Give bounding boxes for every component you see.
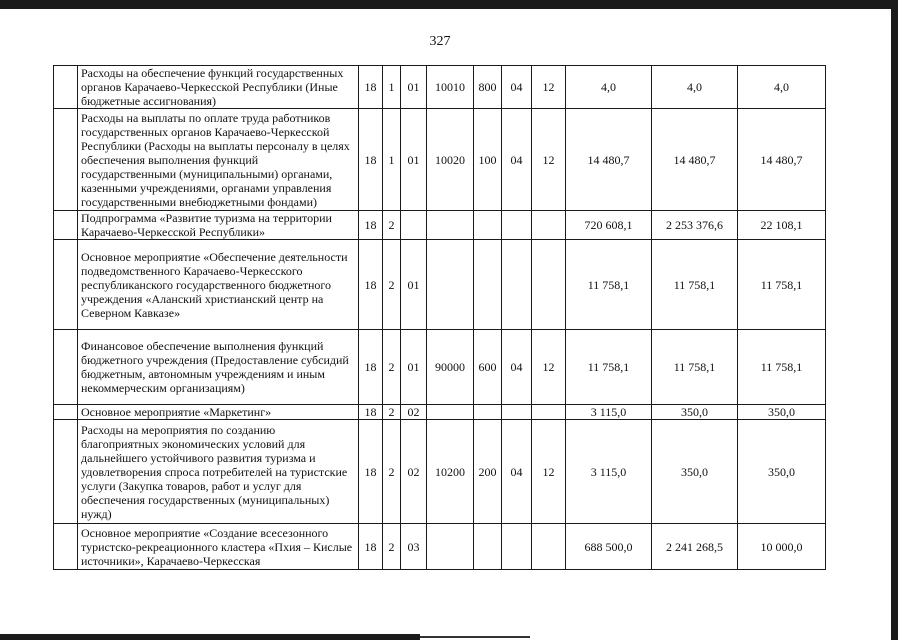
amount-year-2: 2 241 268,5: [652, 524, 738, 570]
expense-type-code: 200: [474, 420, 502, 524]
amount-year-2: 14 480,7: [652, 109, 738, 211]
subprogram-code: 1: [383, 66, 401, 109]
amount-year-2: 350,0: [652, 405, 738, 420]
expense-type-code: [474, 240, 502, 330]
direction-code: 10200: [427, 420, 474, 524]
chapter-code: [502, 211, 532, 240]
row-margin-cell: [54, 405, 78, 420]
row-margin-cell: [54, 211, 78, 240]
section-code: 18: [359, 240, 383, 330]
scan-border-bottom: [0, 634, 420, 640]
amount-year-3: 10 000,0: [738, 524, 826, 570]
subprogram-code: 2: [383, 420, 401, 524]
subsection-code: 12: [532, 420, 566, 524]
amount-year-3: 11 758,1: [738, 240, 826, 330]
direction-code: [427, 240, 474, 330]
amount-year-2: 2 253 376,6: [652, 211, 738, 240]
direction-code: 10020: [427, 109, 474, 211]
scan-border-bottom-thin: [420, 636, 530, 638]
direction-code: 90000: [427, 330, 474, 405]
subprogram-code: 2: [383, 524, 401, 570]
subsection-code: [532, 405, 566, 420]
amount-year-1: 11 758,1: [566, 330, 652, 405]
expense-type-code: 800: [474, 66, 502, 109]
row-margin-cell: [54, 524, 78, 570]
amount-year-2: 350,0: [652, 420, 738, 524]
table-row: [54, 405, 826, 420]
chapter-code: 04: [502, 109, 532, 211]
event-code: 01: [401, 109, 427, 211]
amount-year-2: 4,0: [652, 66, 738, 109]
table-row: [54, 211, 826, 240]
event-code: 01: [401, 66, 427, 109]
row-description: Расходы на выплаты по оплате труда работников государственных органов Карачаево-Черкесской Республики (Расходы на выплаты персоналу в целях обеспечения выполнения функций государственными (муниципальными) органами, казенными учреждениями, органами управления государственными внебюджетными фондами): [78, 109, 359, 211]
amount-year-1: 720 608,1: [566, 211, 652, 240]
row-description: Основное мероприятие «Маркетинг»: [78, 405, 359, 420]
direction-code: [427, 405, 474, 420]
budget-table: [53, 65, 826, 570]
subprogram-code: 2: [383, 211, 401, 240]
section-code: 18: [359, 405, 383, 420]
event-code: 02: [401, 405, 427, 420]
amount-year-3: 22 108,1: [738, 211, 826, 240]
row-description: Основное мероприятие «Создание всесезонного туристско-рекреационного кластера «Пхия – Кислые источники», Карачаево-Черкесская: [78, 524, 359, 570]
subsection-code: [532, 211, 566, 240]
expense-type-code: [474, 524, 502, 570]
subsection-code: 12: [532, 109, 566, 211]
chapter-code: [502, 405, 532, 420]
event-code: 02: [401, 420, 427, 524]
chapter-code: [502, 240, 532, 330]
row-description: Основное мероприятие «Обеспечение деятельности подведомственного Карачаево-Черкесского республиканского государственного бюджетного учреждения «Аланский христианский центр на Северном Кавказе»: [78, 240, 359, 330]
amount-year-3: 14 480,7: [738, 109, 826, 211]
row-description: Финансовое обеспечение выполнения функций бюджетного учреждения (Предоставление субсидий бюджетным, автономным учреждениям и иным некоммерческим организациям): [78, 330, 359, 405]
table-row: [54, 66, 826, 109]
section-code: 18: [359, 524, 383, 570]
amount-year-3: 350,0: [738, 405, 826, 420]
subsection-code: 12: [532, 330, 566, 405]
section-code: 18: [359, 330, 383, 405]
expense-type-code: [474, 211, 502, 240]
expense-type-code: 100: [474, 109, 502, 211]
subsection-code: 12: [532, 66, 566, 109]
table-row: [54, 420, 826, 524]
amount-year-1: 4,0: [566, 66, 652, 109]
row-margin-cell: [54, 66, 78, 109]
amount-year-3: 11 758,1: [738, 330, 826, 405]
row-margin-cell: [54, 330, 78, 405]
subprogram-code: 2: [383, 405, 401, 420]
row-description: Расходы на мероприятия по созданию благоприятных экономических условий для дальнейшего устойчивого развития туризма и удовлетворения спроса потребителей на туристские услуги (Закупка товаров, работ и услуг для обеспечения государственных (муниципальных) нужд): [78, 420, 359, 524]
chapter-code: 04: [502, 330, 532, 405]
row-margin-cell: [54, 240, 78, 330]
chapter-code: 04: [502, 420, 532, 524]
row-margin-cell: [54, 109, 78, 211]
table-row: [54, 330, 826, 405]
subprogram-code: 1: [383, 109, 401, 211]
direction-code: 10010: [427, 66, 474, 109]
expense-type-code: 600: [474, 330, 502, 405]
amount-year-3: 4,0: [738, 66, 826, 109]
subprogram-code: 2: [383, 240, 401, 330]
row-description: Подпрограмма «Развитие туризма на территории Карачаево-Черкесской Республики»: [78, 211, 359, 240]
amount-year-2: 11 758,1: [652, 330, 738, 405]
event-code: [401, 211, 427, 240]
event-code: 01: [401, 330, 427, 405]
chapter-code: 04: [502, 66, 532, 109]
table-row: [54, 109, 826, 211]
row-margin-cell: [54, 420, 78, 524]
amount-year-1: 688 500,0: [566, 524, 652, 570]
table-row: [54, 240, 826, 330]
scan-border-top: [0, 0, 898, 9]
chapter-code: [502, 524, 532, 570]
page-number: 327: [429, 34, 451, 49]
amount-year-3: 350,0: [738, 420, 826, 524]
subprogram-code: 2: [383, 330, 401, 405]
row-description: Расходы на обеспечение функций государственных органов Карачаево-Черкесской Республики (Иные бюджетные ассигнования): [78, 66, 359, 109]
event-code: 03: [401, 524, 427, 570]
direction-code: [427, 211, 474, 240]
subsection-code: [532, 524, 566, 570]
expense-type-code: [474, 405, 502, 420]
scan-border-right: [891, 0, 898, 640]
amount-year-1: 3 115,0: [566, 420, 652, 524]
subsection-code: [532, 240, 566, 330]
section-code: 18: [359, 420, 383, 524]
section-code: 18: [359, 66, 383, 109]
amount-year-1: 11 758,1: [566, 240, 652, 330]
table-row: [54, 524, 826, 570]
amount-year-1: 14 480,7: [566, 109, 652, 211]
section-code: 18: [359, 109, 383, 211]
section-code: 18: [359, 211, 383, 240]
event-code: 01: [401, 240, 427, 330]
amount-year-1: 3 115,0: [566, 405, 652, 420]
amount-year-2: 11 758,1: [652, 240, 738, 330]
direction-code: [427, 524, 474, 570]
